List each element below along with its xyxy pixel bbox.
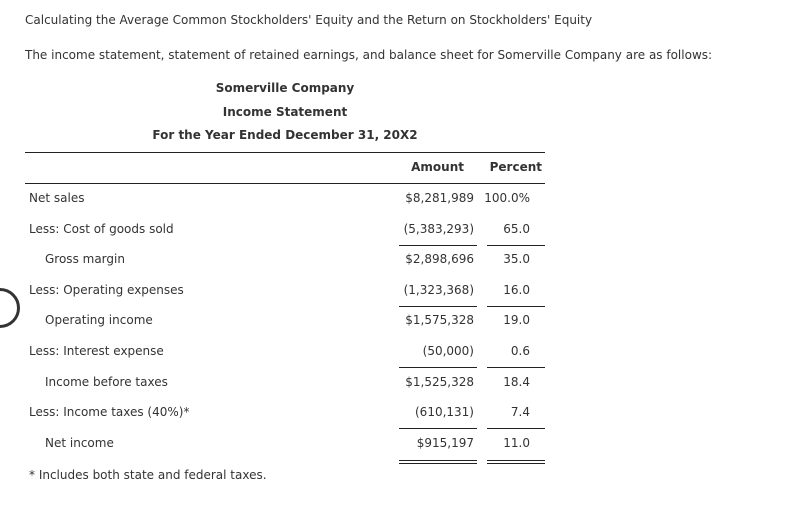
- row-percent: 100.0%: [484, 191, 530, 205]
- table-row: [25, 405, 545, 425]
- header-bottom-border: [25, 183, 545, 184]
- row-amount: (5,383,293): [403, 221, 474, 236]
- table-row: [25, 344, 545, 364]
- percent-underline: [487, 428, 545, 429]
- row-label: Less: Cost of goods sold: [29, 221, 174, 236]
- row-percent: 65.0: [503, 221, 530, 236]
- column-header-amount: Amount: [411, 160, 464, 174]
- percent-underline: [487, 367, 545, 368]
- statement-period: For the Year Ended December 31, 20X2: [152, 128, 418, 142]
- row-percent: 18.4: [503, 374, 530, 389]
- amount-underline: [399, 245, 477, 246]
- company-name: Somerville Company: [215, 81, 355, 95]
- row-amount: $915,197: [416, 435, 474, 450]
- row-label: Gross margin: [45, 252, 125, 267]
- table-row: [25, 252, 545, 272]
- row-label: Less: Interest expense: [29, 344, 164, 358]
- row-amount: $2,898,696: [405, 252, 474, 267]
- amount-underline: [399, 306, 477, 307]
- row-label: Net sales: [29, 191, 85, 205]
- amount-underline: [399, 460, 477, 464]
- percent-underline: [487, 245, 545, 246]
- percent-underline: [487, 306, 545, 307]
- row-percent: 11.0: [503, 435, 530, 450]
- page-heading: Calculating the Average Common Stockholders' Equity and the Return on Stockholders' Equity: [25, 13, 593, 27]
- row-amount: (1,323,368): [403, 282, 474, 297]
- row-label: Less: Operating expenses: [29, 282, 184, 297]
- row-label: Operating income: [45, 313, 153, 328]
- table-row: [25, 375, 545, 395]
- table-row: [25, 283, 545, 303]
- row-amount: $8,281,989: [405, 191, 474, 205]
- intro-text: The income statement, statement of retained earnings, and balance sheet for Somerville Company are as follows:: [25, 48, 713, 62]
- table-row: [25, 191, 545, 211]
- amount-underline: [399, 367, 477, 368]
- row-percent: 16.0: [503, 282, 530, 297]
- row-amount: $1,525,328: [405, 374, 474, 389]
- footnote: * Includes both state and federal taxes.: [29, 468, 267, 482]
- row-amount: (610,131): [415, 405, 474, 420]
- table-row: [25, 313, 545, 333]
- row-label: Net income: [45, 435, 114, 450]
- row-percent: 35.0: [503, 252, 530, 267]
- amount-underline: [399, 428, 477, 429]
- column-header-percent: Percent: [489, 160, 542, 174]
- row-amount: $1,575,328: [405, 313, 474, 328]
- table-row: [25, 436, 545, 456]
- row-label: Less: Income taxes (40%)*: [29, 405, 190, 420]
- partial-circle-icon: [0, 288, 20, 328]
- table-top-border: [25, 152, 545, 153]
- statement-title: Income Statement: [222, 105, 348, 119]
- table-row: [25, 222, 545, 242]
- row-percent: 7.4: [510, 405, 530, 420]
- percent-underline: [487, 460, 545, 464]
- row-label: Income before taxes: [45, 374, 168, 389]
- row-amount: (50,000): [422, 344, 474, 358]
- row-percent: 19.0: [503, 313, 530, 328]
- row-percent: 0.6: [510, 344, 530, 358]
